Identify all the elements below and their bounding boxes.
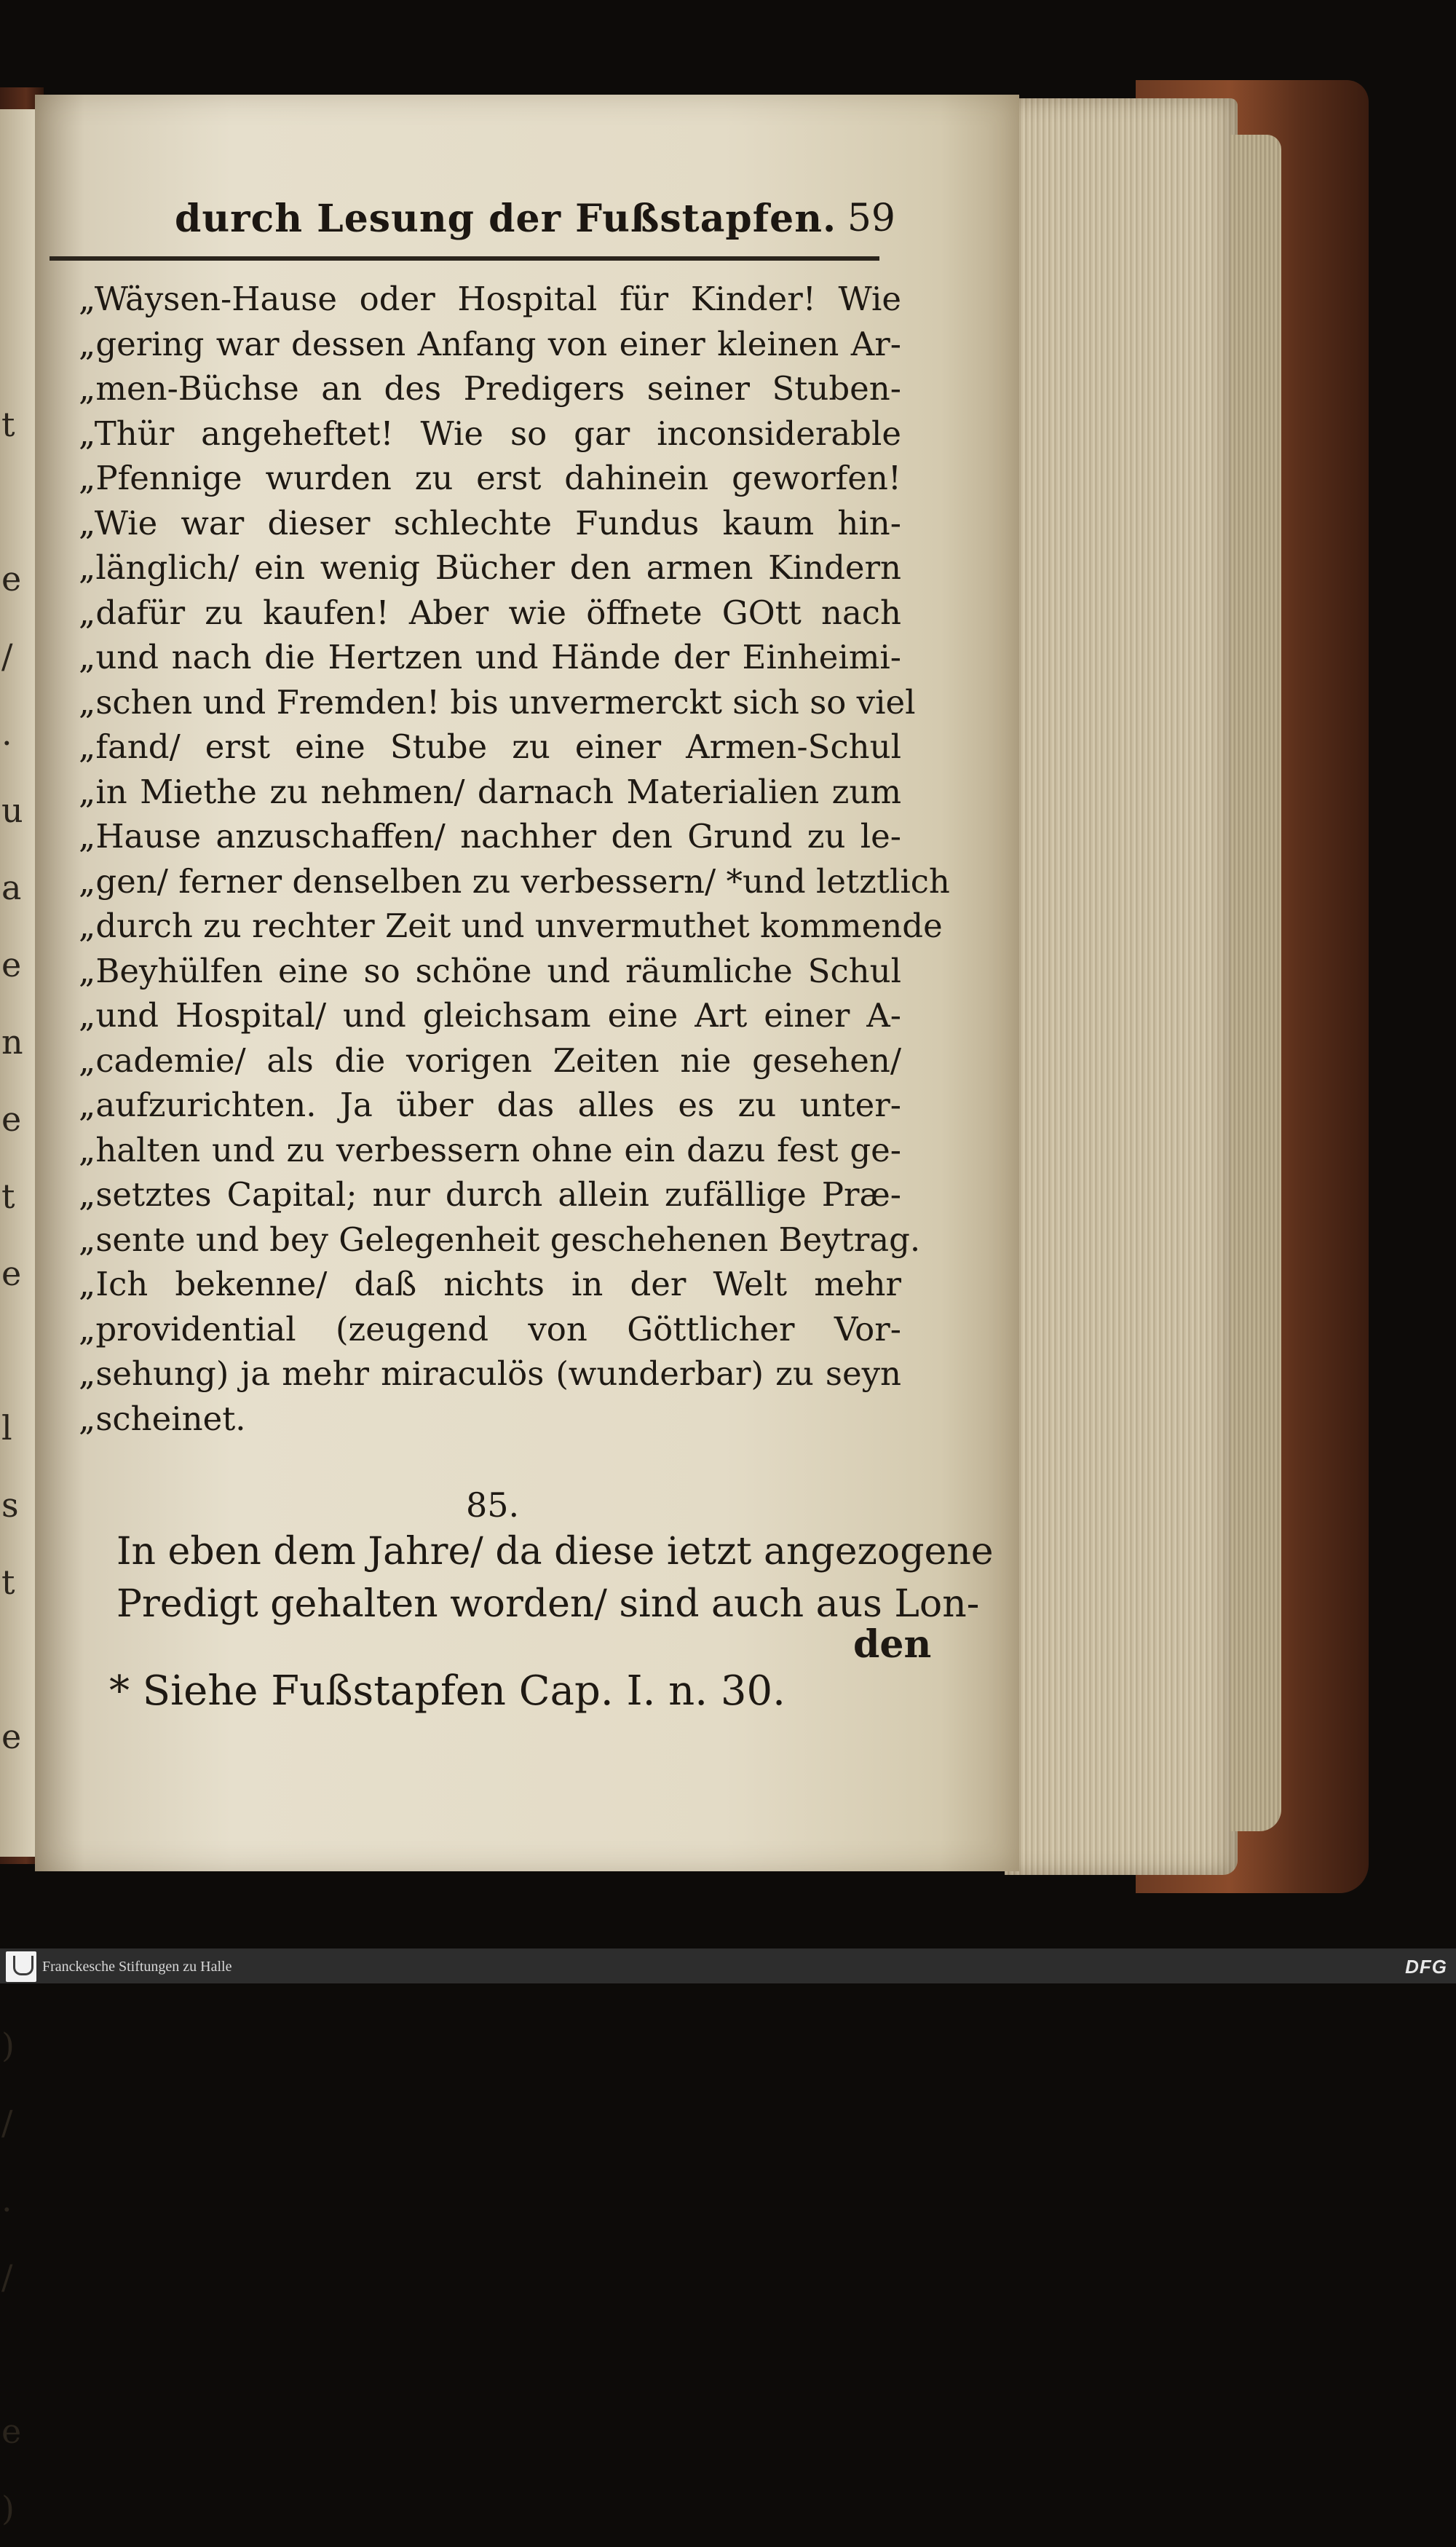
text-line: „Wäysen-Hause oder Hospital für Kinder! Wie xyxy=(79,280,901,318)
footnote: * Siehe Fußstapfen Cap. I. n. 30. xyxy=(109,1667,786,1715)
text-line: „Beyhülfen eine so schöne und räumliche Schul xyxy=(79,951,901,990)
header-rule xyxy=(50,256,879,261)
text-line: „Wie war dieser schlechte Fundus kaum hin- xyxy=(79,503,901,542)
text-line: „und Hospital/ und gleichsam eine Art einer A- xyxy=(79,996,901,1035)
text-line: „providential (zeugend von Göttlicher Vor- xyxy=(79,1309,901,1348)
left-page-edge-text: t e / . u a e n e t e l s t e ) / . / e ) xyxy=(1,405,23,2528)
page-number: 59 xyxy=(847,197,895,240)
text-line: „sente und bey Gelegenheit geschehenen Beytrag. xyxy=(79,1220,921,1259)
main-text xyxy=(79,277,950,1441)
text-line: „aufzurichten. Ja über das alles es zu unter- xyxy=(79,1086,901,1124)
page-fore-edge-back xyxy=(1230,135,1281,1831)
text-line: „Thür angeheftet! Wie so gar inconsiderable xyxy=(79,414,901,453)
catchword: den xyxy=(853,1622,932,1667)
text-line: „men-Büchse an des Predigers seiner Stuben- xyxy=(79,369,901,408)
running-head: durch Lesung der Fußstapfen. xyxy=(175,197,837,241)
text-line: In eben dem Jahre/ da diese ietzt angezogene xyxy=(116,1530,994,1573)
text-line: „länglich/ ein wenig Bücher den armen Kindern xyxy=(79,548,901,587)
section-number: 85. xyxy=(466,1485,520,1525)
text-line: „halten und zu verbessern ohne ein dazu fest ge- xyxy=(79,1130,901,1169)
text-line: „und nach die Hertzen und Hände der Einheimi- xyxy=(79,638,901,676)
text-line: „in Miethe zu nehmen/ darnach Materialien zum xyxy=(79,772,901,811)
institution-logo-icon xyxy=(6,1951,36,1982)
text-line: „Ich bekenne/ daß nichts in der Welt mehr xyxy=(79,1265,901,1303)
left-page-sliver xyxy=(0,109,35,2528)
text-line: „cademie/ als die vorigen Zeiten nie gesehen/ xyxy=(79,1040,901,1080)
text-line: Predigt gehalten worden/ sind auch aus Lon- xyxy=(116,1582,980,1626)
page-fore-edge xyxy=(1005,98,1238,1875)
text-line: „setztes Capital; nur durch allein zufällige Præ- xyxy=(79,1175,901,1214)
text-line: „Pfennige wurden zu erst dahinein geworfen! xyxy=(79,459,901,497)
text-line: „gering war dessen Anfang von einer kleinen Ar- xyxy=(79,324,901,363)
dfg-logo: DFG xyxy=(1405,1956,1447,1978)
text-line: „schen und Fremden! bis unvermerckt sich so viel xyxy=(79,682,916,722)
text-line: „sehung) ja mehr miraculös (wunderbar) zu seyn xyxy=(79,1354,901,1393)
text-line: „Hause anzuschaffen/ nachher den Grund zu le- xyxy=(79,817,901,856)
text-line: „fand/ erst eine Stube zu einer Armen-Schul xyxy=(79,727,901,766)
institution-name: Franckesche Stiftungen zu Halle xyxy=(42,1959,232,1975)
page-header xyxy=(175,197,895,248)
text-line: „gen/ ferner denselben zu verbessern/ *und letztlich xyxy=(79,861,950,901)
second-paragraph xyxy=(116,1525,994,1630)
text-line: „scheinet. xyxy=(79,1399,246,1438)
text-line: „dafür zu kaufen! Aber wie öffnete GOtt nach xyxy=(79,593,901,632)
text-line: „durch zu rechter Zeit und unvermuthet kommende xyxy=(79,907,943,945)
